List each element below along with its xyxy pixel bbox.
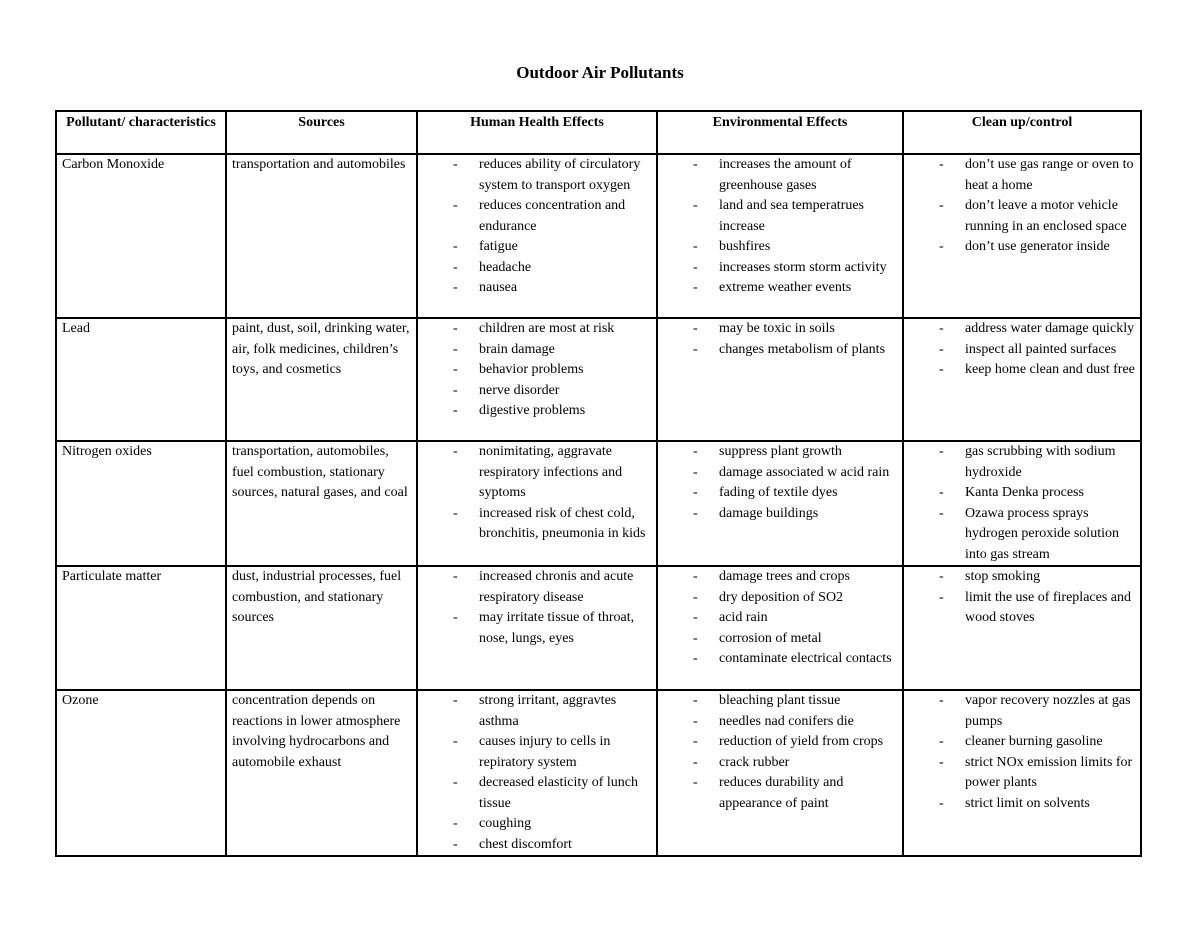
environmental-effects-cell [657, 318, 903, 441]
environmental-effects-list [663, 442, 897, 524]
pollutant-cell: Particulate matter [56, 566, 226, 690]
table-row [56, 318, 1141, 441]
environmental-effects-list [663, 567, 897, 670]
list-item: - headache [423, 258, 651, 279]
list-item: - address water damage quickly [909, 319, 1135, 340]
list-item: - brain damage [423, 340, 651, 361]
list-item: - bleaching plant tissue [663, 691, 897, 712]
pollutant-cell: Nitrogen oxides [56, 441, 226, 566]
cleanup-control-cell [903, 441, 1141, 566]
list-item: - behavior problems [423, 360, 651, 381]
list-item: - gas scrubbing with sodium hydroxide [909, 442, 1135, 483]
list-item: - causes injury to cells in repiratory system [423, 732, 651, 773]
list-item: - crack rubber [663, 753, 897, 774]
environmental-effects-cell [657, 690, 903, 856]
list-item: - Ozawa process sprays hydrogen peroxide solution into gas stream [909, 504, 1135, 566]
list-item: - decreased elasticity of lunch tissue [423, 773, 651, 814]
header-pollutant: Pollutant/ characteristics [56, 111, 226, 154]
list-item: - needles nad conifers die [663, 712, 897, 733]
health-effects-cell [417, 441, 657, 566]
health-effects-list [423, 319, 651, 422]
environmental-effects-list [663, 319, 897, 360]
list-item: - increased risk of chest cold, bronchitis, pneumonia in kids [423, 504, 651, 545]
list-item: - cleaner burning gasoline [909, 732, 1135, 753]
cleanup-control-cell [903, 318, 1141, 441]
list-item: - dry deposition of SO2 [663, 588, 897, 609]
table-row [56, 566, 1141, 690]
list-item: - reduces ability of circulatory system to transport oxygen [423, 155, 651, 196]
sources-cell: transportation, automobiles, fuel combustion, stationary sources, natural gases, and coal [226, 441, 417, 566]
list-item: - land and sea temperatrues increase [663, 196, 897, 237]
table-row [56, 690, 1141, 856]
list-item: - don’t use generator inside [909, 237, 1135, 258]
environmental-effects-list [663, 691, 897, 814]
pollutant-cell: Ozone [56, 690, 226, 856]
health-effects-cell [417, 566, 657, 690]
list-item: - reduces concentration and endurance [423, 196, 651, 237]
table-row [56, 441, 1141, 566]
list-item: - damage associated w acid rain [663, 463, 897, 484]
list-item: - damage buildings [663, 504, 897, 525]
environmental-effects-cell [657, 441, 903, 566]
list-item: - bushfires [663, 237, 897, 258]
pollutant-cell: Carbon Monoxide [56, 154, 226, 318]
environmental-effects-list [663, 155, 897, 299]
list-item: - strong irritant, aggravtes asthma [423, 691, 651, 732]
list-item: - stop smoking [909, 567, 1135, 588]
sources-cell: transportation and automobiles [226, 154, 417, 318]
list-item: - don’t use gas range or oven to heat a home [909, 155, 1135, 196]
list-item: - vapor recovery nozzles at gas pumps [909, 691, 1135, 732]
header-environmental-effects: Environmental Effects [657, 111, 903, 154]
list-item: - don’t leave a motor vehicle running in an enclosed space [909, 196, 1135, 237]
pollutant-cell: Lead [56, 318, 226, 441]
table-header-row [56, 111, 1141, 154]
health-effects-list [423, 691, 651, 855]
list-item: - digestive problems [423, 401, 651, 422]
cleanup-control-list [909, 691, 1135, 814]
list-item: - changes metabolism of plants [663, 340, 897, 361]
header-sources: Sources [226, 111, 417, 154]
table-row [56, 154, 1141, 318]
list-item: - acid rain [663, 608, 897, 629]
health-effects-list [423, 155, 651, 299]
list-item: - extreme weather events [663, 278, 897, 299]
list-item: - children are most at risk [423, 319, 651, 340]
cleanup-control-cell [903, 690, 1141, 856]
list-item: - increased chronis and acute respiratory disease [423, 567, 651, 608]
list-item: - keep home clean and dust free [909, 360, 1135, 381]
list-item: - contaminate electrical contacts [663, 649, 897, 670]
list-item: - nerve disorder [423, 381, 651, 402]
list-item: - corrosion of metal [663, 629, 897, 650]
cleanup-control-list [909, 155, 1135, 258]
header-health-effects: Human Health Effects [417, 111, 657, 154]
list-item: - may be toxic in soils [663, 319, 897, 340]
list-item: - inspect all painted surfaces [909, 340, 1135, 361]
list-item: - limit the use of fireplaces and wood stoves [909, 588, 1135, 629]
cleanup-control-list [909, 319, 1135, 381]
list-item: - strict limit on solvents [909, 794, 1135, 815]
health-effects-cell [417, 318, 657, 441]
list-item: - strict NOx emission limits for power plants [909, 753, 1135, 794]
list-item: - fading of textile dyes [663, 483, 897, 504]
sources-cell: paint, dust, soil, drinking water, air, folk medicines, children’s toys, and cosmetics [226, 318, 417, 441]
list-item: - damage trees and crops [663, 567, 897, 588]
health-effects-cell [417, 154, 657, 318]
cleanup-control-list [909, 567, 1135, 629]
list-item: - Kanta Denka process [909, 483, 1135, 504]
health-effects-list [423, 442, 651, 545]
health-effects-list [423, 567, 651, 649]
health-effects-cell [417, 690, 657, 856]
header-cleanup-control: Clean up/control [903, 111, 1141, 154]
list-item: - fatigue [423, 237, 651, 258]
list-item: - increases the amount of greenhouse gases [663, 155, 897, 196]
list-item: - coughing [423, 814, 651, 835]
list-item: - nonimitating, aggravate respiratory infections and syptoms [423, 442, 651, 504]
environmental-effects-cell [657, 566, 903, 690]
sources-cell: dust, industrial processes, fuel combustion, and stationary sources [226, 566, 417, 690]
document-title: Outdoor Air Pollutants [516, 63, 684, 82]
cleanup-control-list [909, 442, 1135, 565]
sources-cell: concentration depends on reactions in lower atmosphere involving hydrocarbons and automobile exhaust [226, 690, 417, 856]
environmental-effects-cell [657, 154, 903, 318]
list-item: - may irritate tissue of throat, nose, lungs, eyes [423, 608, 651, 649]
pollutants-table [55, 110, 1142, 857]
list-item: - reduces durability and appearance of paint [663, 773, 897, 814]
list-item: - increases storm storm activity [663, 258, 897, 279]
cleanup-control-cell [903, 154, 1141, 318]
list-item: - reduction of yield from crops [663, 732, 897, 753]
list-item: - chest discomfort [423, 835, 651, 856]
list-item: - nausea [423, 278, 651, 299]
cleanup-control-cell [903, 566, 1141, 690]
list-item: - suppress plant growth [663, 442, 897, 463]
